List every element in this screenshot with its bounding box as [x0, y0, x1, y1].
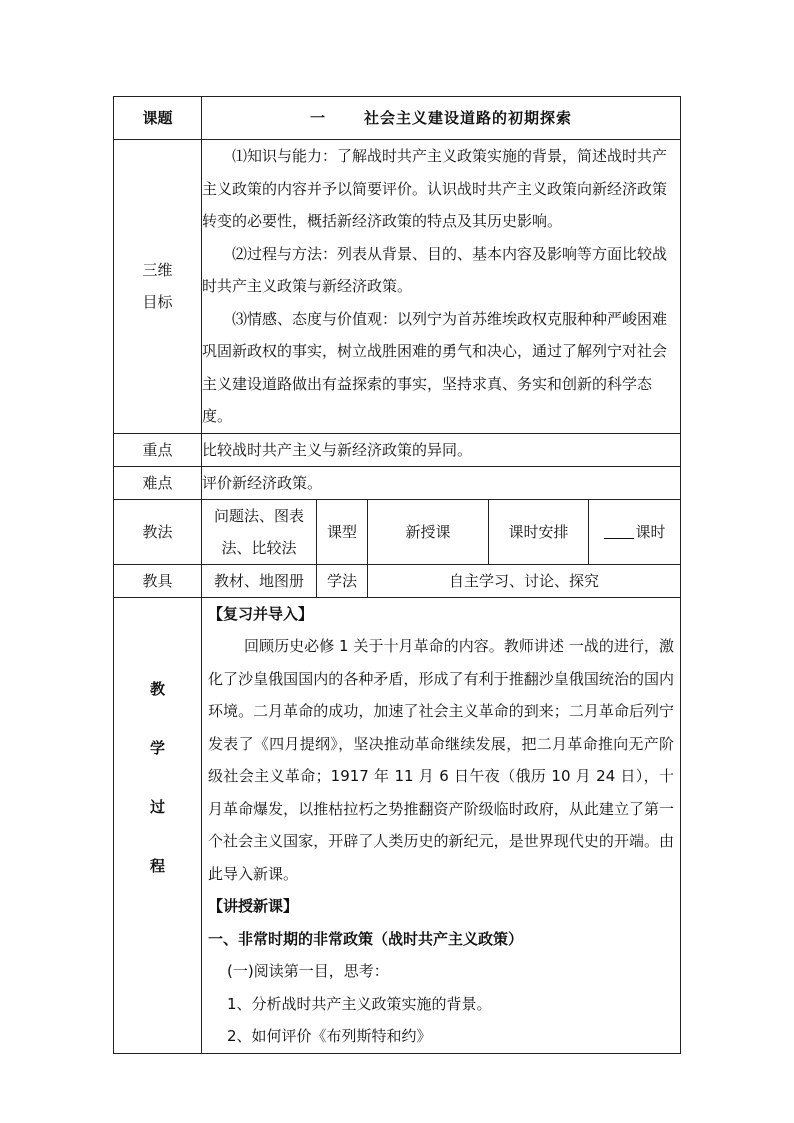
goal-knowledge: ⑴知识与能力：了解战时共产主义政策实施的背景，简述战时共产主义政策的内容并予以简要评价。认识战时共产主义政策向新经济政策转变的必要性，概括新经济政策的特点及其历史影响。	[202, 147, 668, 230]
method-label: 教法	[114, 499, 202, 564]
schedule-blank	[604, 522, 634, 539]
goals-row	[114, 140, 681, 434]
process-label	[114, 597, 202, 1053]
lesson-number: 一	[310, 109, 327, 127]
difficulty-row	[114, 466, 681, 499]
method-value: 问题法、图表法、比较法	[202, 499, 317, 564]
tools-label: 教具	[114, 564, 202, 597]
key-point-row	[114, 433, 681, 466]
study-method-label: 学法	[317, 564, 368, 597]
new-lesson-heading: 【讲授新课】	[208, 897, 299, 915]
section-1-heading: 一、非常时期的非常政策（战时共产主义政策）	[208, 929, 524, 948]
tools-row	[114, 564, 681, 597]
goals-content	[202, 140, 681, 434]
lesson-title-text: 社会主义建设道路的初期探索	[364, 109, 573, 127]
key-point-text: 比较战时共产主义与新经济政策的异同。	[202, 433, 681, 466]
key-point-label: 重点	[114, 433, 202, 466]
goals-label	[114, 140, 202, 434]
process-label-char-3: 过	[149, 797, 165, 816]
goal-attitude: ⑶情感、态度与价值观：以列宁为首苏维埃政权克服种种严峻困难巩固新政权的事实，树立战胜困难的勇气和决心，通过了解列宁对社会主义建设道路做出有益探索的事实，坚持求真、务实和创新的科学态度。	[202, 309, 668, 425]
lesson-title	[202, 97, 681, 140]
schedule-label: 课时安排	[489, 499, 589, 564]
question-1: 1、分析战时共产主义政策实施的背景。	[227, 994, 492, 1013]
goals-label-line2: 目标	[142, 293, 173, 312]
schedule-value	[589, 499, 681, 564]
process-label-char-4: 程	[149, 856, 165, 875]
schedule-suffix: 课时	[635, 522, 666, 541]
lesson-type-label: 课型	[317, 499, 368, 564]
goal-process: ⑵过程与方法：列表从背景、目的、基本内容及影响等方面比较战时共产主义政策与新经济政策。	[202, 244, 668, 295]
title-row	[114, 97, 681, 140]
question-2: 2、如何评价《布列斯特和约》	[227, 1027, 432, 1045]
review-heading: 【复习并导入】	[208, 604, 314, 623]
method-row	[114, 499, 681, 564]
study-method-value: 自主学习、讨论、探究	[368, 564, 681, 597]
difficulty-text: 评价新经济政策。	[202, 466, 681, 499]
process-label-char-2: 学	[149, 738, 165, 757]
process-row	[114, 597, 681, 1053]
lesson-plan-table	[113, 96, 681, 1054]
goals-label-line1: 三维	[142, 261, 173, 280]
tools-value: 教材、地图册	[202, 564, 317, 597]
subsection-1: (一)阅读第一目，思考：	[227, 962, 389, 980]
review-text: 回顾历史必修 1 关于十月革命的内容。教师讲述 一战的进行，激化了沙皇俄国国内的各种矛盾，形成了有利于推翻沙皇俄国统治的国内环境。二月革命的成功，加速了社会主义革命的到来；二月革命后列宁发表了《四月提纲》，坚决推动革命继续发展，把二月革命推向无产阶级社会主义革命；1917 年 11 月 6 日午夜（俄历 10 月 24 日），十月革命爆发，以推枯拉朽之势推翻资产阶级临时政府，从此建立了第一个社会主义国家，开辟了人类历史的新纪元，是世界现代史的开端。由此导入新课。	[208, 637, 675, 883]
topic-label: 课题	[114, 97, 202, 140]
process-content	[202, 597, 681, 1053]
process-label-char-1: 教	[149, 679, 165, 698]
difficulty-label: 难点	[114, 466, 202, 499]
lesson-type-value: 新授课	[368, 499, 489, 564]
